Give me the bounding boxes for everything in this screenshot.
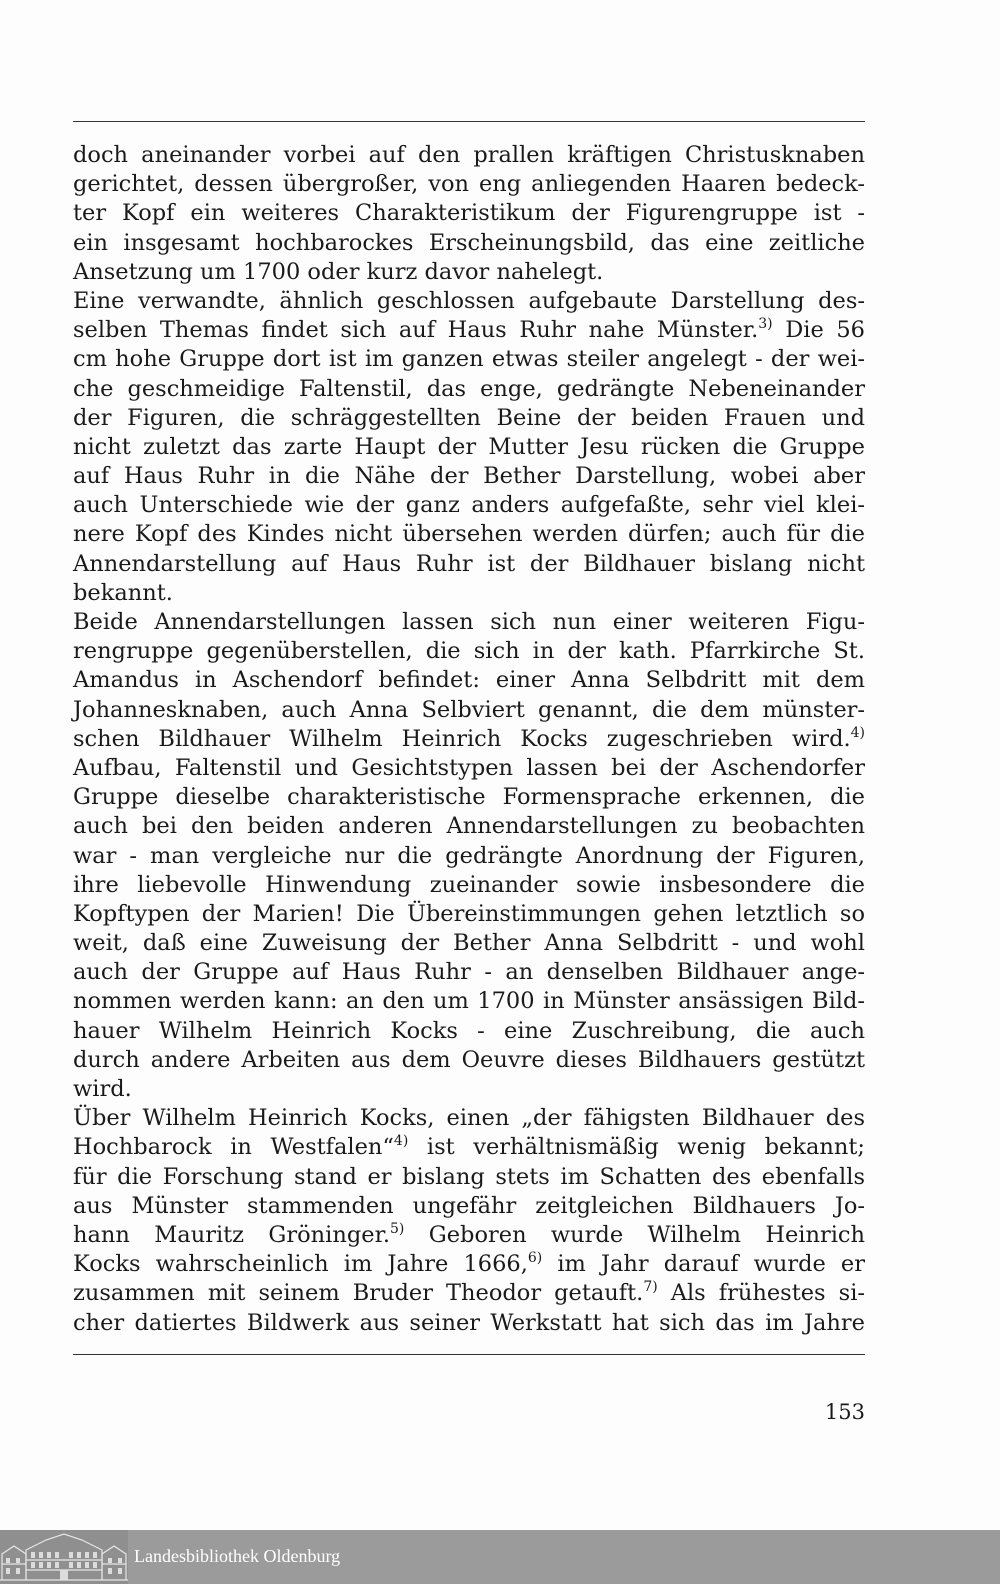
library-building-icon bbox=[0, 1530, 128, 1584]
text-line: Aufbau, Faltenstil und Gesichtstypen lassen bei der Aschendorfer bbox=[73, 754, 865, 781]
text-line: Beide Annendarstellungen lassen sich nun einer weiteren Figu- bbox=[73, 609, 865, 635]
text-line: Ansetzung um 1700 oder kurz davor nahelegt. bbox=[73, 258, 604, 285]
text-line: hauer Wilhelm Heinrich Kocks - eine Zuschreibung, die auch bbox=[73, 1017, 865, 1044]
text-line: ter Kopf ein weiteres Charakteristikum der Figurengruppe ist - bbox=[73, 200, 865, 227]
footnote-marker: 4) bbox=[850, 724, 865, 741]
library-name: Landesbibliothek Oldenburg bbox=[134, 1546, 341, 1566]
text-line: nicht zuletzt das zarte Haupt der Mutter Jesu rücken die Gruppe bbox=[73, 433, 865, 460]
text-segment: schen Bildhauer Wilhelm Heinrich Kocks zugeschrieben wird. bbox=[73, 725, 851, 752]
text-line: gerichtet, dessen übergroßer, von eng anliegenden Haaren bedeck- bbox=[73, 171, 865, 198]
text-segment: zusammen mit seinem Bruder Theodor getauft. bbox=[73, 1280, 644, 1307]
text-line: che geschmeidige Faltenstil, das enge, gedrängte Nebeneinander bbox=[73, 375, 865, 402]
text-line bbox=[73, 1221, 865, 1250]
text-line: Annendarstellung auf Haus Ruhr ist der Bildhauer bislang nicht bbox=[73, 550, 865, 577]
text-line: doch aneinander vorbei auf den prallen kräftigen Christusknaben bbox=[73, 142, 865, 168]
text-line: rengruppe gegenüberstellen, die sich in der kath. Pfarrkirche St. bbox=[73, 638, 865, 665]
text-line: Kopftypen der Marien! Die Übereinstimmungen gehen letztlich so bbox=[73, 900, 865, 927]
text-line: cm hohe Gruppe dort ist im ganzen etwas steiler angelegt - der wei- bbox=[73, 346, 865, 373]
text-line: war - man vergleiche nur die gedrängte Anordnung der Figuren, bbox=[73, 842, 865, 869]
footnote-marker: 6) bbox=[527, 1250, 543, 1267]
text-line: aus Münster stammenden ungefähr zeitgleichen Bildhauers Jo- bbox=[73, 1192, 865, 1219]
footnote-marker: 3) bbox=[758, 316, 773, 333]
page-number: 153 bbox=[824, 1400, 865, 1424]
text-line: für die Forschung stand er bislang stets im Schatten des ebenfalls bbox=[73, 1163, 865, 1190]
text-line: weit, daß eine Zuweisung der Bether Anna Selbdritt - und wohl bbox=[73, 930, 865, 957]
top-rule bbox=[73, 121, 865, 122]
text-line: bekannt. bbox=[73, 579, 173, 606]
text-line: ein insgesamt hochbarockes Erscheinungsbild, das eine zeitliche bbox=[73, 229, 865, 256]
text-line: nere Kopf des Kindes nicht übersehen werden dürfen; auch für die bbox=[73, 521, 865, 548]
library-footer-bar bbox=[0, 1530, 1000, 1584]
paragraph-1 bbox=[73, 141, 865, 287]
text-line bbox=[73, 1133, 865, 1162]
text-line: auf Haus Ruhr in die Nähe der Bether Darstellung, wobei aber bbox=[73, 463, 865, 490]
text-line bbox=[73, 316, 865, 345]
footnote-marker: 5) bbox=[390, 1220, 405, 1237]
text-segment: Hochbarock in Westfalen“ bbox=[73, 1134, 394, 1161]
text-segment: Geboren wurde Wilhelm Heinrich bbox=[404, 1221, 865, 1248]
text-line: Johannesknaben, auch Anna Selbviert genannt, die dem münster- bbox=[73, 696, 865, 723]
text-line: auch Unterschiede wie der ganz anders aufgefaßte, sehr viel klei- bbox=[73, 492, 865, 519]
text-line bbox=[73, 725, 865, 754]
text-line: wird. bbox=[73, 1076, 132, 1102]
text-segment: selben Themas findet sich auf Haus Ruhr nahe Münster. bbox=[73, 317, 759, 344]
footnote-marker: 7) bbox=[643, 1279, 658, 1296]
text-segment: Kocks wahrscheinlich im Jahre 1666, bbox=[73, 1251, 528, 1278]
text-segment: Als frühestes si- bbox=[657, 1280, 866, 1307]
text-line: Amandus in Aschendorf befindet: einer Anna Selbdritt mit dem bbox=[73, 667, 865, 694]
text-line: der Figuren, die schräggestellten Beine der beiden Frauen und bbox=[73, 404, 865, 431]
text-line: ihre liebevolle Hinwendung zueinander sowie insbesondere die bbox=[73, 871, 865, 898]
text-line: Eine verwandte, ähnlich geschlossen aufgebaute Darstellung des- bbox=[73, 287, 865, 314]
paragraph-2 bbox=[73, 287, 865, 608]
text-line: Gruppe dieselbe charakteristische Formensprache erkennen, die bbox=[73, 784, 865, 811]
text-line: auch der Gruppe auf Haus Ruhr - an denselben Bildhauer ange- bbox=[73, 959, 865, 986]
bottom-rule bbox=[73, 1354, 865, 1355]
body-text bbox=[73, 141, 865, 1338]
paragraph-3 bbox=[73, 608, 865, 1104]
text-line: auch bei den beiden anderen Annendarstellungen zu beobachten bbox=[73, 813, 865, 840]
text-line bbox=[73, 1279, 865, 1308]
text-line: Über Wilhelm Heinrich Kocks, einen „der fähigsten Bildhauer des bbox=[73, 1105, 865, 1132]
text-line: durch andere Arbeiten aus dem Oeuvre dieses Bildhauers gestützt bbox=[73, 1046, 865, 1073]
text-segment: ist verhältnismäßig wenig bekannt; bbox=[408, 1134, 865, 1161]
text-line: nommen werden kann: an den um 1700 in Münster ansässigen Bild- bbox=[73, 988, 865, 1015]
text-segment: hann Mauritz Gröninger. bbox=[73, 1221, 391, 1248]
text-segment: im Jahr darauf wurde er bbox=[542, 1251, 865, 1278]
paragraph-4 bbox=[73, 1104, 865, 1338]
text-line bbox=[73, 1250, 865, 1279]
footnote-marker: 4) bbox=[393, 1133, 409, 1150]
text-segment: Die 56 bbox=[772, 317, 865, 344]
text-line: cher datiertes Bildwerk aus seiner Werkstatt hat sich das im Jahre bbox=[73, 1309, 865, 1336]
